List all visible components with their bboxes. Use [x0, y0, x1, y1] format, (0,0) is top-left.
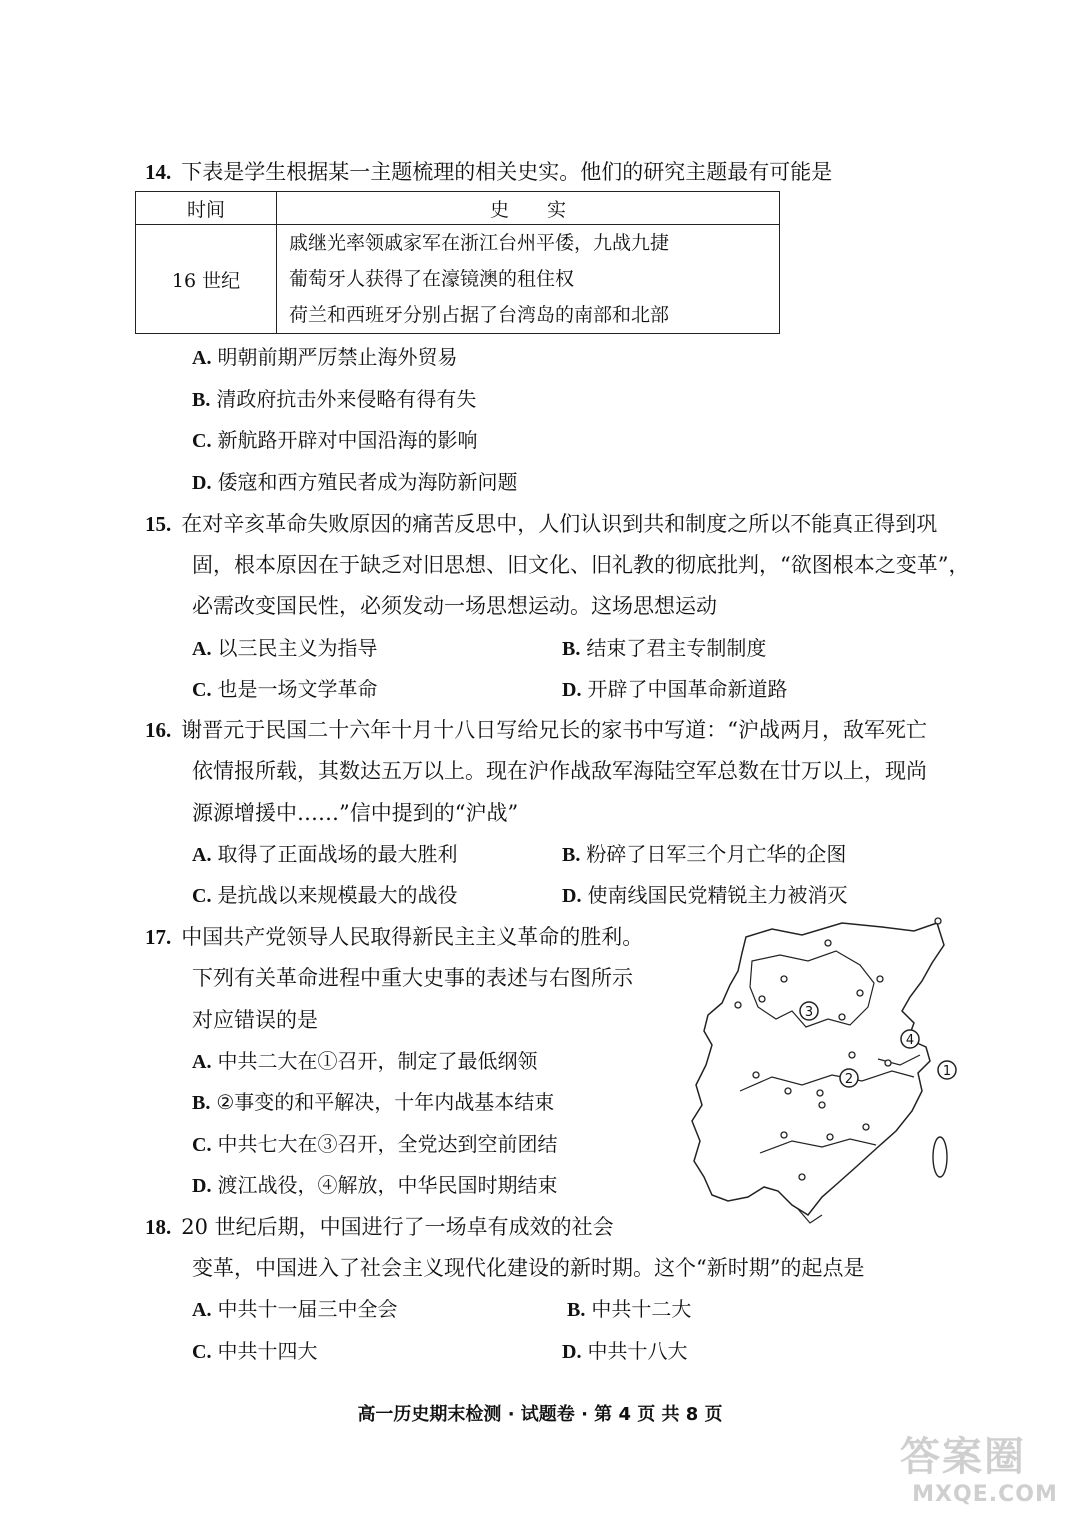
q14-option-d[interactable]: D. 倭寇和西方殖民者成为海防新问题: [192, 470, 518, 494]
q16-line-3: 源源增援中……”信中提到的“沪战”: [192, 801, 519, 825]
q18-option-b[interactable]: B. 中共十二大: [567, 1297, 692, 1321]
q14-stem-text: 下表是学生根据某一主题梳理的相关史实。他们的研究主题最有可能是: [181, 160, 833, 184]
q15-line-1: 15. 在对辛亥革命失败原因的痛苦反思中，人们认识到共和制度之所以不能真正得到巩: [145, 512, 938, 536]
table-row: [136, 225, 780, 334]
map-markers: [800, 1002, 956, 1087]
q17-option-a[interactable]: A. 中共二大在①召开，制定了最低纲领: [192, 1049, 538, 1073]
q17-option-c[interactable]: C. 中共七大在③召开，全党达到空前团结: [192, 1132, 558, 1156]
q18-option-c[interactable]: C. 中共十四大: [192, 1339, 318, 1363]
fact-item: 荷兰和西班牙分别占据了台湾岛的南部和北部: [289, 304, 670, 326]
china-map: [682, 915, 972, 1227]
table-header-row: [136, 192, 780, 225]
marker-3: [800, 1002, 818, 1020]
q18-line-1: 18. 20 世纪后期，中国进行了一场卓有成效的社会: [145, 1215, 614, 1239]
marker-1: [938, 1061, 956, 1079]
q15-line-2: 固，根本原因在于缺乏对旧思想、旧文化、旧礼教的彻底批判，“欲图根本之变革”，: [192, 553, 970, 577]
table-period-cell: 16 世纪: [136, 225, 277, 334]
q16-option-d[interactable]: D. 使南线国民党精锐主力被消灭: [562, 883, 848, 907]
svg-text:1: 1: [942, 1064, 952, 1079]
watermark-top: 答案圈: [900, 1434, 1026, 1480]
table-header-time: 时间: [136, 192, 277, 225]
q17-line-3: 对应错误的是: [192, 1008, 318, 1032]
page-footer: 高一历史期末检测 · 试题卷 · 第 4 页 共 8 页: [357, 1404, 723, 1425]
q14-number: 14.: [145, 160, 172, 184]
q14-option-a[interactable]: A. 明朝前期严厉禁止海外贸易: [192, 345, 458, 369]
q14-stem: [145, 158, 832, 186]
q16-line-1: 16. 谢晋元于民国二十六年十月十八日写给兄长的家书中写道：“沪战两月，敌军死亡: [145, 718, 927, 742]
q17-option-d[interactable]: D. 渡江战役，④解放，中华民国时期结束: [192, 1173, 558, 1197]
q15-option-b[interactable]: B. 结束了君主专制制度: [562, 636, 767, 660]
fact-item: 葡萄牙人获得了在濠镜澳的租住权: [289, 268, 575, 290]
q17-line-2: 下列有关革命进程中重大史事的表述与右图所示: [192, 966, 633, 990]
q15-line-3: 必需改变国民性，必须发动一场思想运动。这场思想运动: [192, 594, 717, 618]
q15-option-a[interactable]: A. 以三民主义为指导: [192, 636, 378, 660]
marker-4: [901, 1030, 919, 1048]
q15-option-c[interactable]: C. 也是一场文学革命: [192, 677, 378, 701]
q17-line-1: 17. 中国共产党领导人民取得新民主主义革命的胜利。: [145, 925, 644, 949]
q16-option-a[interactable]: A. 取得了正面战场的最大胜利: [192, 842, 458, 866]
svg-text:3: 3: [804, 1005, 814, 1020]
q18-option-d[interactable]: D. 中共十八大: [562, 1339, 688, 1363]
q16-option-b[interactable]: B. 粉碎了日军三个月亡华的企图: [562, 842, 847, 866]
city-dots: [735, 918, 941, 1180]
map-outline: [692, 923, 947, 1223]
q14-option-c[interactable]: C. 新航路开辟对中国沿海的影响: [192, 428, 478, 452]
q15-option-d[interactable]: D. 开辟了中国革命新道路: [562, 677, 788, 701]
fact-item: 戚继光率领戚家军在浙江台州平倭，九战九捷: [289, 232, 670, 254]
q18-option-a[interactable]: A. 中共十一届三中全会: [192, 1297, 398, 1321]
table-facts-cell: [277, 225, 780, 334]
q14-option-b[interactable]: B. 清政府抗击外来侵略有得有失: [192, 387, 477, 411]
marker-2: [840, 1069, 858, 1087]
svg-text:2: 2: [844, 1072, 854, 1087]
table-header-facts: 史 实: [277, 192, 780, 225]
watermark-bottom: MXQE.COM: [912, 1482, 1058, 1507]
q16-line-2: 依情报所载，其数达五万以上。现在沪作战敌军海陆空军总数在廿万以上，现尚: [192, 759, 927, 783]
watermark-logo: [900, 1425, 1070, 1520]
q16-option-c[interactable]: C. 是抗战以来规模最大的战役: [192, 883, 458, 907]
svg-text:4: 4: [905, 1033, 915, 1048]
q14-table: [135, 191, 780, 334]
q17-option-b[interactable]: B. ②事变的和平解决，十年内战基本结束: [192, 1090, 555, 1114]
q18-line-2: 变革，中国进入了社会主义现代化建设的新时期。这个“新时期”的起点是: [192, 1256, 865, 1280]
